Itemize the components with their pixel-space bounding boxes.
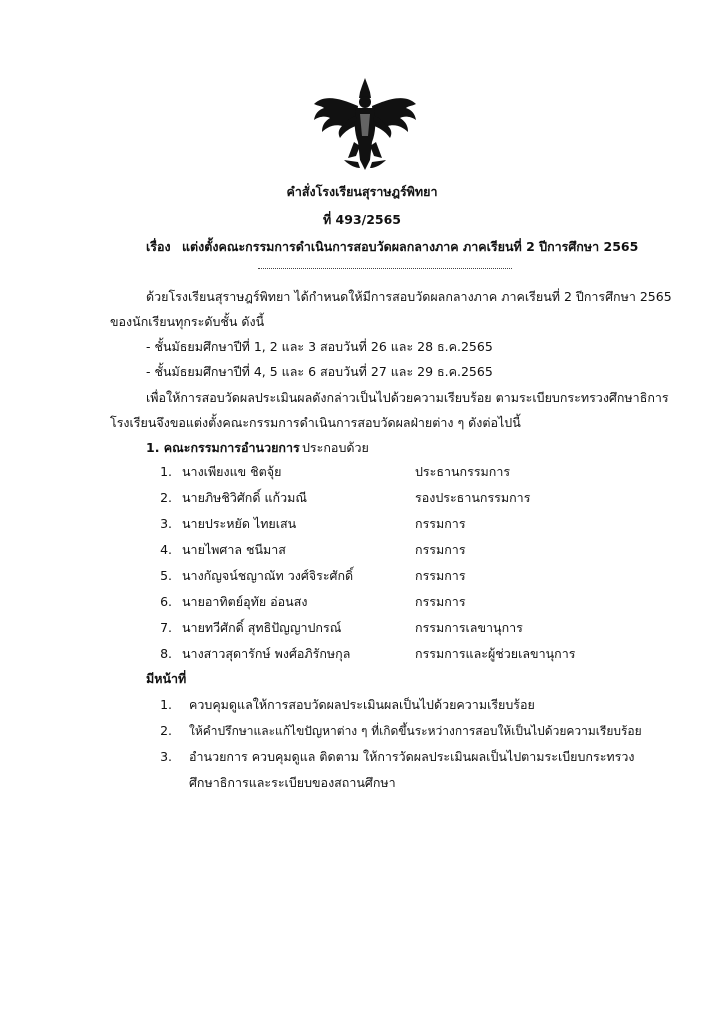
member-number: 5. <box>160 568 172 583</box>
duty-text: ควบคุมดูแลให้การสอบวัดผลประเมินผลเป็นไปด้วยความเรียบร้อย <box>189 697 535 712</box>
order-title: คำสั่งโรงเรียนสุราษฎร์พิทยา <box>286 184 438 199</box>
purpose-line-1: เพื่อให้การสอบวัดผลประเมินผลดังกล่าวเป็นไปด้วยความเรียบร้อย ตามระเบียบกระทรวงศึกษาธิการ <box>146 390 669 405</box>
member-number: 1. <box>160 464 172 479</box>
committee-heading: 1. คณะกรรมการอำนวยการ <box>146 440 300 455</box>
subject-text: แต่งตั้งคณะกรรมการดำเนินการสอบวัดผลกลางภาค ภาคเรียนที่ 2 ปีการศึกษา 2565 <box>182 239 639 254</box>
schedule-item: - ชั้นมัธยมศึกษาปีที่ 4, 5 และ 6 สอบวันที่ 27 และ 29 ธ.ค.2565 <box>146 364 493 379</box>
member-name: นางเพียงแข ชิตจุ้ย <box>182 464 282 479</box>
duty-text: อำนวยการ ควบคุมดูแล ติดตาม ให้การวัดผลประเมินผลเป็นไปตามระเบียบกระทรวง <box>189 749 635 764</box>
committee-heading-suffix: ประกอบด้วย <box>302 440 369 455</box>
member-role: กรรมการ <box>415 516 466 531</box>
subject-label: เรื่อง <box>146 239 171 254</box>
duty-text: ให้คำปรึกษาและแก้ไขปัญหาต่าง ๆ ที่เกิดขึ้นระหว่างการสอบให้เป็นไปด้วยความเรียบร้อย <box>189 724 642 738</box>
member-name: นางสาวสุดารักษ์ พงศ์อภิรักษกุล <box>182 646 351 661</box>
member-number: 7. <box>160 620 172 635</box>
member-name: นางกัญจน์ชญาณัท วงศ์จิระศักดิ์ <box>182 568 354 583</box>
member-role: กรรมการและผู้ช่วยเลขานุการ <box>415 646 576 661</box>
member-name: นายภิษชิวิศักดิ์ แก้วมณี <box>182 490 307 505</box>
intro-line-1: ด้วยโรงเรียนสุราษฎร์พิทยา ได้กำหนดให้มีการสอบวัดผลกลางภาค ภาคเรียนที่ 2 ปีการศึกษา 2565 <box>146 289 672 304</box>
member-role: กรรมการ <box>415 568 466 583</box>
member-role: ประธานกรรมการ <box>415 464 511 479</box>
member-role: กรรมการ <box>415 542 466 557</box>
member-number: 3. <box>160 516 172 531</box>
member-name: นายประหยัด ไทยเสน <box>182 516 297 531</box>
intro-line-2: ของนักเรียนทุกระดับชั้น ดังนี้ <box>110 314 265 329</box>
member-number: 8. <box>160 646 172 661</box>
order-number: ที่ 493/2565 <box>322 212 402 227</box>
purpose-line-2: โรงเรียนจึงขอแต่งตั้งคณะกรรมการดำเนินการสอบวัดผลฝ่ายต่าง ๆ ดังต่อไปนี้ <box>110 415 521 430</box>
member-role: กรรมการ <box>415 594 466 609</box>
member-number: 6. <box>160 594 172 609</box>
duty-number: 1. <box>160 697 172 712</box>
duty-text-continued: ศึกษาธิการและระเบียบของสถานศึกษา <box>189 775 396 790</box>
member-name: นายไพศาล ชนีมาส <box>182 542 286 557</box>
member-number: 2. <box>160 490 172 505</box>
member-number: 4. <box>160 542 172 557</box>
member-name: นายอาทิตย์อุทัย อ่อนสง <box>182 594 308 609</box>
garuda-emblem-icon <box>310 76 420 172</box>
duty-number: 2. <box>160 723 172 738</box>
member-role: รองประธานกรรมการ <box>415 490 531 505</box>
separator-line <box>258 268 512 269</box>
member-role: กรรมการเลขานุการ <box>415 620 523 635</box>
member-name: นายทวีศักดิ์ สุทธิปัญญาปกรณ์ <box>182 620 342 635</box>
duties-heading: มีหน้าที่ <box>146 671 187 686</box>
duty-number: 3. <box>160 749 172 764</box>
schedule-item: - ชั้นมัธยมศึกษาปีที่ 1, 2 และ 3 สอบวันที่ 26 และ 28 ธ.ค.2565 <box>146 339 493 354</box>
